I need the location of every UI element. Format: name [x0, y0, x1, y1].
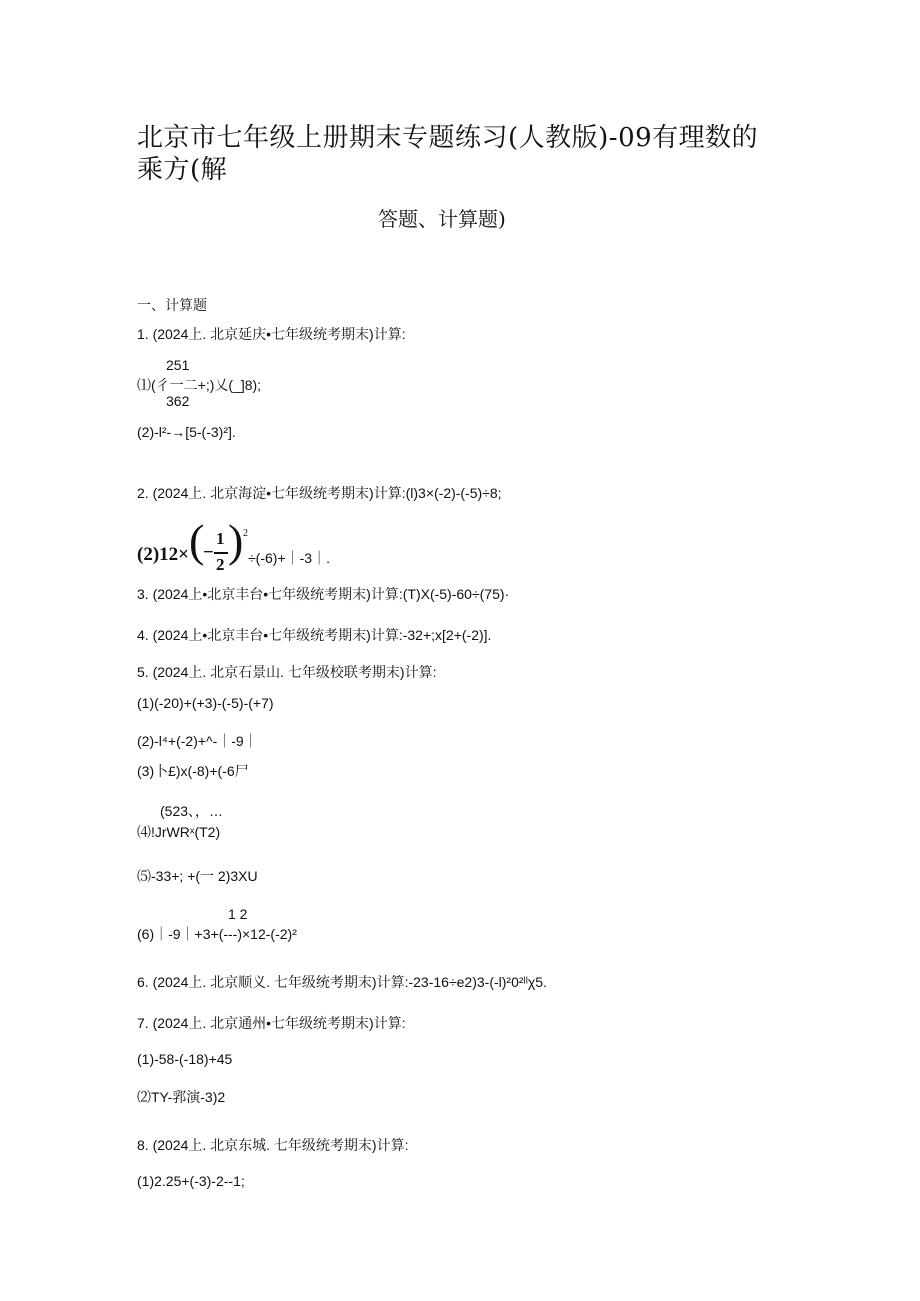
question-2-prefix: (2)12× — [137, 544, 189, 565]
question-5-part3: (3)卜£)x(-8)+(-6尸 — [137, 763, 249, 779]
question-5-header: 5. (2024上. 北京石景山. 七年级校联考期末)计算: — [137, 664, 437, 680]
question-2-header: 2. (2024上. 北京海淀•七年级统考期末)计算:(l)3×(-2)-(-5)÷8; — [137, 485, 502, 501]
question-5-part6: (6)｜-9｜+3+(---)×12-(-2)² — [137, 926, 297, 942]
question-8-header: 8. (2024上. 北京东城. 七年级统考期末)计算: — [137, 1137, 409, 1153]
section-heading: 一、计算题 — [137, 297, 207, 313]
exponent: 2 — [243, 528, 248, 539]
question-5-part2: (2)-l⁴+(-2)+^-｜-9｜ — [137, 733, 258, 749]
question-8-part1: (1)2.25+(-3)-2--1; — [137, 1173, 245, 1189]
page-subtitle: 答题、计算题) — [378, 207, 506, 231]
question-7-part1: (1)-58-(-18)+45 — [137, 1051, 233, 1067]
question-1-header: 1. (2024上. 北京延庆•七年级统考期末)计算: — [137, 326, 406, 342]
right-paren: ) — [228, 515, 244, 566]
question-5-part6-top: 1 2 — [228, 906, 248, 922]
fraction-denominator: 2 — [216, 555, 225, 574]
question-5-part5: ⑸-33+; +(一 2)3XU — [137, 868, 258, 884]
question-5-part1: (1)(-20)+(+3)-(-5)-(+7) — [137, 695, 274, 711]
question-6: 6. (2024上. 北京顺义. 七年级统考期末)计算:-23-16÷e2)3-(-l)²0²ˡˡχ5. — [137, 974, 547, 990]
page-title-line2: 乘方(解 — [137, 155, 228, 185]
question-4: 4. (2024上•北京丰台•七年级统考期末)计算:-32+;x[2+(-2)]. — [137, 627, 492, 643]
question-7-part2: ⑵TY-郛演-3)2 — [137, 1089, 226, 1105]
question-1-frac-bottom: 362 — [166, 393, 190, 409]
question-2-part2-rest: ÷(-6)+｜-3｜. — [248, 550, 330, 566]
question-1-part1: ⑴(彳一二+;)乂(_]8); — [137, 377, 262, 393]
minus-sign: − — [203, 542, 214, 563]
question-3: 3. (2024上•北京丰台•七年级统考期末)计算:(T)X(-5)-60÷(75)· — [137, 586, 510, 602]
fraction-numerator: 1 — [216, 529, 225, 548]
question-1-frac-top: 251 — [166, 357, 190, 373]
question-5-part4: ⑷!JrWRˣ(T2) — [137, 824, 221, 840]
left-paren: ( — [189, 515, 205, 566]
question-5-part4-top: (523、，… — [160, 803, 224, 819]
fraction-bar — [214, 552, 228, 554]
question-1-part2: (2)-l²-→[5-(-3)²]. — [137, 424, 236, 440]
page-title-line1: 北京市七年级上册期末专题练习(人教版)-09有理数的 — [137, 123, 759, 153]
question-7-header: 7. (2024上. 北京通州•七年级统考期末)计算: — [137, 1015, 406, 1031]
